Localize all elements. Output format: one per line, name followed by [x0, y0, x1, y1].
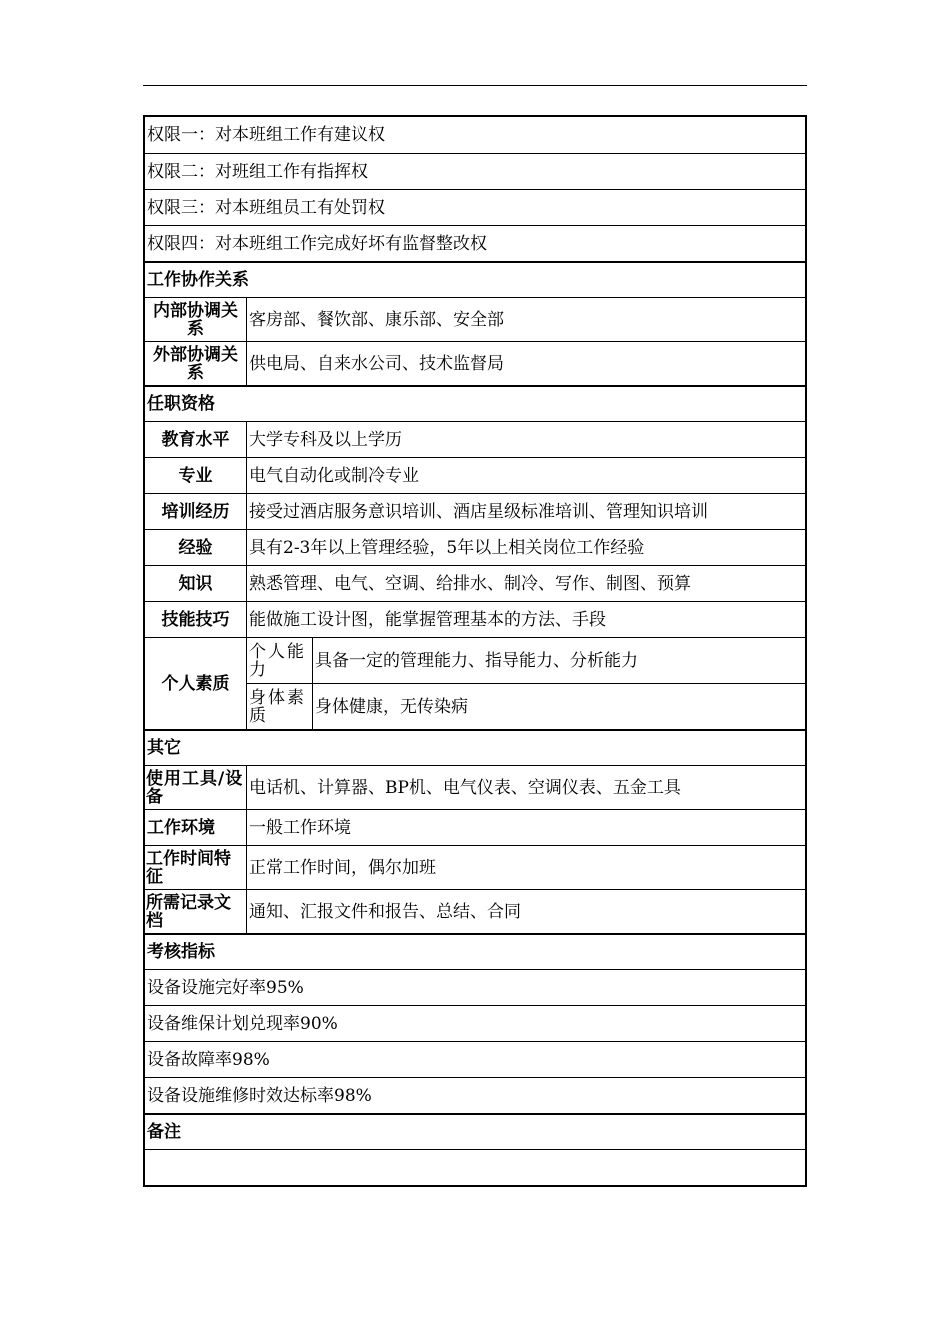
qualification-row	[145, 565, 805, 601]
personal-quality-group	[145, 637, 805, 729]
cooperation-row	[145, 297, 805, 341]
section-header-qualification	[145, 385, 805, 421]
sub-value: 具备一定的管理能力、指导能力、分析能力	[315, 650, 638, 671]
row-value: 能做施工设计图，能掌握管理基本的方法、手段	[249, 609, 606, 630]
cooperation-row	[145, 341, 805, 385]
job-description-table	[143, 115, 807, 1187]
authority-row	[145, 189, 805, 225]
row-label: 外部协调关系	[145, 342, 247, 385]
row-value: 电气自动化或制冷专业	[249, 465, 419, 486]
row-value: 客房部、餐饮部、康乐部、安全部	[249, 309, 504, 330]
row-label: 培训经历	[145, 494, 247, 529]
authority-item: 权限三：对本班组员工有处罚权	[147, 197, 385, 218]
section-header-remarks	[145, 1113, 805, 1149]
section-title: 工作协作关系	[147, 270, 249, 290]
row-label: 个人素质	[145, 638, 247, 729]
row-label: 经验	[145, 530, 247, 565]
kpi-row	[145, 1077, 805, 1113]
personal-quality-subrows	[247, 638, 805, 729]
authority-row	[145, 225, 805, 261]
other-row	[145, 809, 805, 845]
row-label: 专业	[145, 458, 247, 493]
authority-item: 权限四：对本班组工作完成好坏有监督整改权	[147, 233, 487, 254]
section-header-cooperation	[145, 261, 805, 297]
row-label: 所需记录文档	[145, 890, 247, 933]
row-value: 熟悉管理、电气、空调、给排水、制冷、写作、制图、预算	[249, 573, 691, 594]
header-rule	[143, 85, 807, 86]
other-row	[145, 765, 805, 809]
row-value: 通知、汇报文件和报告、总结、合同	[249, 901, 521, 922]
row-label: 工作时间特征	[145, 846, 247, 889]
other-row	[145, 845, 805, 889]
kpi-item: 设备设施完好率95%	[147, 977, 304, 998]
section-title: 考核指标	[147, 942, 215, 962]
authority-row	[145, 117, 805, 153]
row-value: 电话机、计算器、BP机、电气仪表、空调仪表、五金工具	[249, 777, 681, 798]
section-header-kpi	[145, 933, 805, 969]
qualification-row	[145, 601, 805, 637]
sub-value: 身体健康，无传染病	[315, 696, 468, 717]
personal-subrow	[247, 638, 805, 683]
row-value: 正常工作时间，偶尔加班	[249, 857, 436, 878]
sub-label: 身体素质	[247, 684, 313, 729]
qualification-row	[145, 493, 805, 529]
authority-item: 权限二：对班组工作有指挥权	[147, 161, 368, 182]
row-label: 内部协调关系	[145, 298, 247, 341]
qualification-row	[145, 529, 805, 565]
row-label: 使用工具/设备	[145, 766, 247, 809]
kpi-item: 设备故障率98%	[147, 1049, 270, 1070]
qualification-row	[145, 457, 805, 493]
row-value: 一般工作环境	[249, 817, 351, 838]
section-header-other	[145, 729, 805, 765]
row-value: 具有2-3年以上管理经验，5年以上相关岗位工作经验	[249, 537, 645, 558]
qualification-row	[145, 421, 805, 457]
row-value: 接受过酒店服务意识培训、酒店星级标准培训、管理知识培训	[249, 501, 708, 522]
remarks-row	[145, 1149, 805, 1185]
row-value: 大学专科及以上学历	[249, 429, 402, 450]
section-title: 任职资格	[147, 394, 215, 414]
row-label: 知识	[145, 566, 247, 601]
row-label: 教育水平	[145, 422, 247, 457]
kpi-row	[145, 969, 805, 1005]
row-label: 工作环境	[145, 810, 247, 845]
section-title: 备注	[147, 1122, 181, 1142]
authority-row	[145, 153, 805, 189]
authority-item: 权限一：对本班组工作有建议权	[147, 125, 385, 145]
row-label: 技能技巧	[145, 602, 247, 637]
section-title: 其它	[147, 738, 181, 758]
other-row	[145, 889, 805, 933]
row-value: 供电局、自来水公司、技术监督局	[249, 353, 504, 374]
sub-label: 个人能力	[247, 638, 313, 683]
kpi-row	[145, 1005, 805, 1041]
personal-subrow	[247, 683, 805, 729]
kpi-item: 设备维保计划兑现率90%	[147, 1013, 338, 1034]
kpi-row	[145, 1041, 805, 1077]
kpi-item: 设备设施维修时效达标率98%	[147, 1085, 372, 1106]
remarks-value	[145, 1150, 805, 1185]
